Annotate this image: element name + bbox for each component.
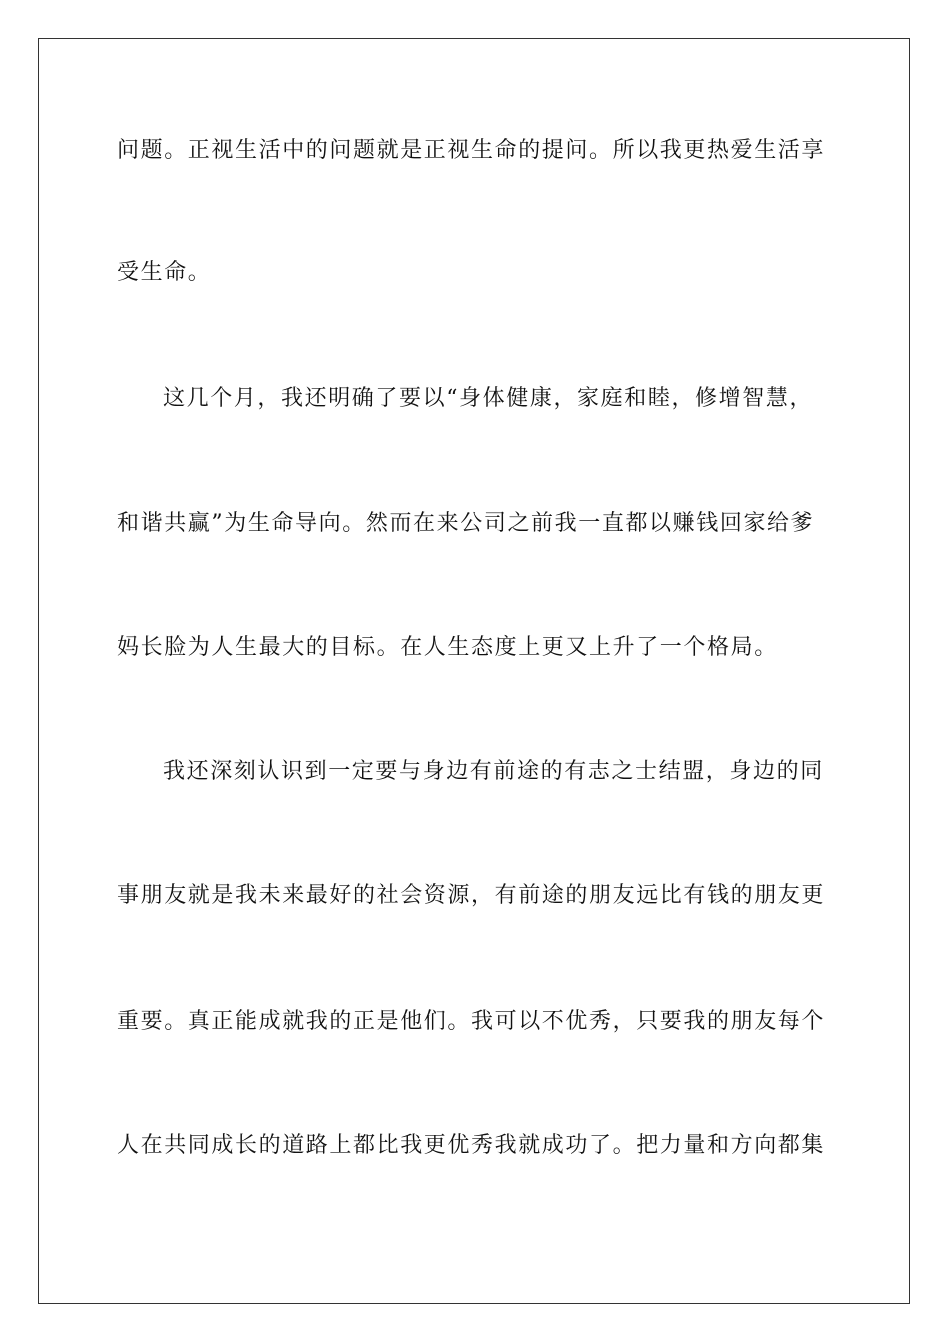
text-line-5: 妈长脸为人生最大的目标。在人生态度上更又上升了一个格局。 <box>117 635 778 660</box>
text-line-2: 受生命。 <box>117 260 212 285</box>
text-line-7: 事朋友就是我未来最好的社会资源，有前途的朋友远比有钱的朋友更 <box>117 883 826 908</box>
text-line-6: 我还深刻认识到一定要与身边有前途的有志之士结盟，身边的同 <box>163 759 824 784</box>
text-line-9: 人在共同成长的道路上都比我更优秀我就成功了。把力量和方向都集 <box>117 1133 826 1158</box>
text-line-4: 和谐共赢”为生命导向。然而在来公司之前我一直都以赚钱回家给爹 <box>117 511 815 536</box>
text-line-8: 重要。真正能成就我的正是他们。我可以不优秀，只要我的朋友每个 <box>117 1009 826 1034</box>
text-line-1: 问题。正视生活中的问题就是正视生命的提问。所以我更热爱生活享 <box>117 138 826 163</box>
page-border <box>38 38 910 1304</box>
text-line-3: 这几个月，我还明确了要以“身体健康，家庭和睦，修增智慧， <box>163 386 814 411</box>
